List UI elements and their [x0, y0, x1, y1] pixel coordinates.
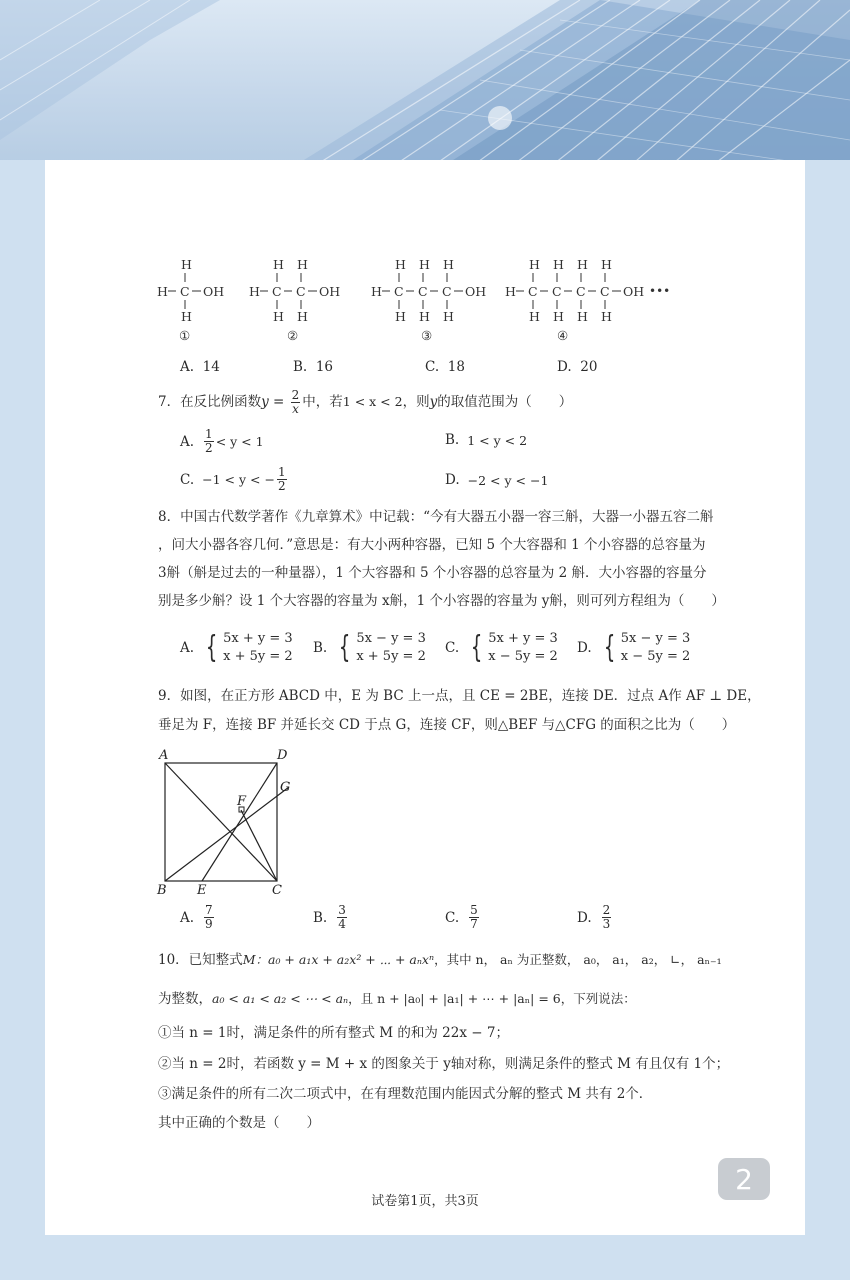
q8-line-2: ，问大小器各容几何．”意思是：有大小两种容器，已知 5 个大容器和 1 个小容器的总容量为: [158, 537, 706, 553]
mol1-h-left: H: [157, 284, 168, 299]
mol4-c: C: [576, 284, 586, 299]
q10-line-1: 10．已知整式M：a₀ + a₁x + a₂x² + ⋯ + aₙxⁿ，其中 n， aₙ 为正整数， a₀， a₁， a₂， ∟， aₙ₋₁: [158, 952, 722, 968]
mol2-oh: OH: [319, 284, 341, 299]
q6-option-d[interactable]: D. 20: [557, 359, 598, 375]
q9-line-2: 垂足为 F，连接 BF 并延长交 CD 于点 G，连接 CF，则△BEF 与△CFG 的面积之比为（ ）: [158, 717, 736, 733]
q6-option-b[interactable]: B. 16: [293, 359, 333, 375]
mol4-c: C: [552, 284, 562, 299]
mol4-oh: OH: [623, 284, 645, 299]
mol3-h: H: [419, 257, 430, 272]
point-d-label: D: [277, 748, 288, 763]
mol3-c: C: [442, 284, 452, 299]
point-g-label: G: [280, 780, 291, 795]
q7-option-c[interactable]: C. −1 < y < − $\frac{1}{2}$: [180, 465, 286, 493]
point-f-label: F: [237, 794, 247, 809]
header-banner: [0, 0, 850, 175]
q8-option-c[interactable]: C. { 5x + y = 3 x − 5y = 2: [445, 630, 558, 665]
mol1-label: ①: [179, 328, 191, 343]
mol4-h: H: [529, 309, 540, 324]
q7-option-b[interactable]: B. 1 < y < 2: [445, 432, 528, 448]
q6-option-c[interactable]: C. 18: [425, 359, 465, 375]
building-graphic: [0, 0, 850, 175]
mol2-h: H: [273, 257, 284, 272]
mol4-h: H: [577, 257, 588, 272]
q10-question: 其中正确的个数是（ ）: [158, 1115, 320, 1131]
q9-option-b[interactable]: B. $\frac{3}{4}$: [313, 903, 346, 931]
mol1-c: C: [180, 284, 190, 299]
q7-option-d[interactable]: D. −2 < y < −1: [445, 472, 549, 488]
mol4-h: H: [529, 257, 540, 272]
mol1-oh: OH: [203, 284, 225, 299]
point-a-label: A: [159, 748, 169, 763]
mol4-c: C: [528, 284, 538, 299]
q8-line-4: 别是多少斛？设 1 个大容器的容量为 x斛，1 个小容器的容量为 y斛，则可列方程组为（ ）: [158, 593, 725, 609]
mol2-label: ②: [287, 328, 299, 343]
mol4-h: H: [601, 309, 612, 324]
q8-option-b[interactable]: B. { 5x − y = 3 x + 5y = 2: [313, 630, 426, 665]
q8-line-1: 8．中国古代数学著作《九章算术》中记载：“今有大器五小器一容三斛，大器一小器五容二斛: [158, 509, 714, 525]
mol3-h: H: [419, 309, 430, 324]
mol3-h: H: [443, 257, 454, 272]
mol2-c: C: [296, 284, 306, 299]
mol4-h: H: [553, 309, 564, 324]
mol3-h: H: [395, 309, 406, 324]
q9-option-d[interactable]: D. $\frac{2}{3}$: [577, 903, 611, 931]
q10-statement-3: ③满足条件的所有二次二项式中，在有理数范围内能因式分解的整式 M 共有 2个．: [158, 1086, 653, 1102]
point-c-label: C: [272, 883, 282, 895]
mol4-c: C: [600, 284, 610, 299]
q6-option-a[interactable]: A. 14: [180, 359, 220, 375]
q10-statement-2: ②当 n = 2时，若函数 y = M + x 的图象关于 y轴对称，则满足条件的整式 M 有且仅有 1个；: [158, 1056, 730, 1072]
mol4-h: H: [601, 257, 612, 272]
mol3-label: ③: [421, 328, 433, 343]
q9-option-c[interactable]: C. $\frac{5}{7}$: [445, 903, 478, 931]
continuation-dots: •••: [649, 284, 671, 298]
mol3-h: H: [443, 309, 454, 324]
q8-option-a[interactable]: A. { 5x + y = 3 x + 5y = 2: [180, 630, 293, 665]
mol2-h: H: [297, 309, 308, 324]
mol1-h-bottom: H: [181, 309, 192, 324]
mol4-label: ④: [557, 328, 569, 343]
mol2-h: H: [297, 257, 308, 272]
molecule-diagram: [45, 255, 805, 350]
q8-option-d[interactable]: D. { 5x − y = 3 x − 5y = 2: [577, 630, 691, 665]
mol3-c: C: [418, 284, 428, 299]
page-number-badge: 2: [718, 1158, 770, 1200]
mol2-c: C: [272, 284, 282, 299]
page-footer: 试卷第1页，共3页: [371, 1194, 479, 1209]
q7-stem: 7．在反比例函数y = $\frac{2}{x}$ 中，若1 < x < 2，则y的取值范围为（ ）: [158, 388, 573, 416]
q10-statement-1: ①当 n = 1时，满足条件的所有整式 M 的和为 22x − 7；: [158, 1025, 509, 1041]
mol1-h-top: H: [181, 257, 192, 272]
mol3-c: C: [394, 284, 404, 299]
mol4-h: H: [553, 257, 564, 272]
point-b-label: B: [157, 883, 167, 895]
mol2-h: H: [249, 284, 260, 299]
mol4-h: H: [577, 309, 588, 324]
mol2-h: H: [273, 309, 284, 324]
point-e-label: E: [197, 883, 207, 895]
q9-line-1: 9．如图，在正方形 ABCD 中，E 为 BC 上一点，且 CE = 2BE，连接 DE．过点 A作 AF ⊥ DE，: [158, 688, 761, 704]
q7-option-a[interactable]: A. $\frac{1}{2}$ < y < 1: [180, 427, 264, 455]
exam-paper: [45, 160, 805, 1235]
q10-line-2: 为整数，a₀ < a₁ < a₂ < ⋯ < aₙ，且 n + |a₀| + |a₁| + ⋯ + |aₙ| = 6，下列说法：: [158, 991, 636, 1007]
q8-line-3: 3斛（斛是过去的一种量器），1 个大容器和 5 个小容器的总容量为 2 斛．大小容器的容量分: [158, 565, 707, 581]
mol4-h: H: [505, 284, 516, 299]
mol3-h: H: [395, 257, 406, 272]
q9-square-figure: [153, 745, 303, 895]
q9-option-a[interactable]: A. $\frac{7}{9}$: [180, 903, 213, 931]
mol3-oh: OH: [465, 284, 487, 299]
mol3-h: H: [371, 284, 382, 299]
